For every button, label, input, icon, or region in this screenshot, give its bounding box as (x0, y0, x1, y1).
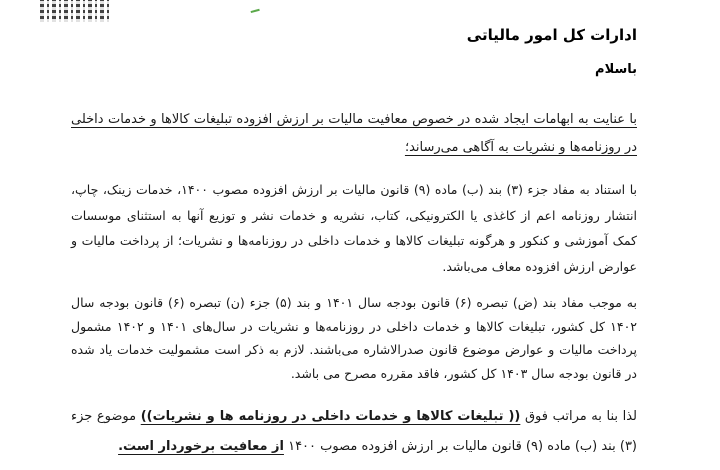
conclusion-highlight: (( تبلیغات کالاها و خدمات داخلی در روزنامه ها و نشریات)) (140, 409, 521, 424)
conclusion-intro: لذا بنا به مراتب فوق (524, 409, 637, 424)
conclusion-end: از معافیت برخوردار است. (118, 439, 284, 454)
check-mark-icon (249, 4, 260, 13)
paragraph-conclusion (71, 402, 637, 462)
paragraph-budget-law: به موجب مفاد بند (ض) تبصره (۶) قانون بودجه سال ۱۴۰۱ و بند (۵) جزء (ن) تبصره (۶) قانون بودجه سال ۱۴۰۲ کل کشور، تبلیغات کالاها و خدمات داخلی در روزنامه‌ها و نشریات در سال‌های ۱۴۰۱ و ۱۴۰۲ مشمول پرداخت مالیات و عوارض موضوع قانون صدرالاشاره می‌باشند. لازم به ذکر است مشمولیت خدمات یاد شده در قانون بودجه سال ۱۴۰۳ کل کشور، فاقد مقرره مصرح می باشد. (71, 295, 637, 381)
conclusion-mid: موضوع جزء (۳) بند (ب) ماده (۹) قانون مالیات بر ارزش افزوده مصوب ۱۴۰۰ (71, 409, 637, 454)
qr-code (40, 0, 110, 22)
salutation: باسلام (595, 62, 637, 77)
paragraph-intro (71, 106, 637, 162)
paragraph-intro-text: با عنایت به ابهامات ایجاد شده در خصوص معافیت مالیات بر ارزش افزوده تبلیغات کالاها و خدمات داخلی در روزنامه‌ها و نشریات به آگاهی می‌رساند؛ (71, 112, 637, 155)
letter-heading: ادارات کل امور مالیاتی (466, 26, 637, 44)
paragraph-legal-basis: با استناد به مفاد جزء (۳) بند (ب) ماده (۹) قانون مالیات بر ارزش افزوده مصوب ۱۴۰۰، خدمات زینک، چاپ، انتشار روزنامه اعم از کاغذی یا الکترونیکی، کتاب، نشریه و خدمات نشر و توزیع آنها به استثنای موسسات کمک آموزشی و کنکور و هرگونه تبلیغات کالاها و خدمات داخلی در روزنامه‌ها و نشریات؛ از پرداخت مالیات و عوارض ارزش افزوده معاف می‌باشد. (71, 182, 637, 274)
